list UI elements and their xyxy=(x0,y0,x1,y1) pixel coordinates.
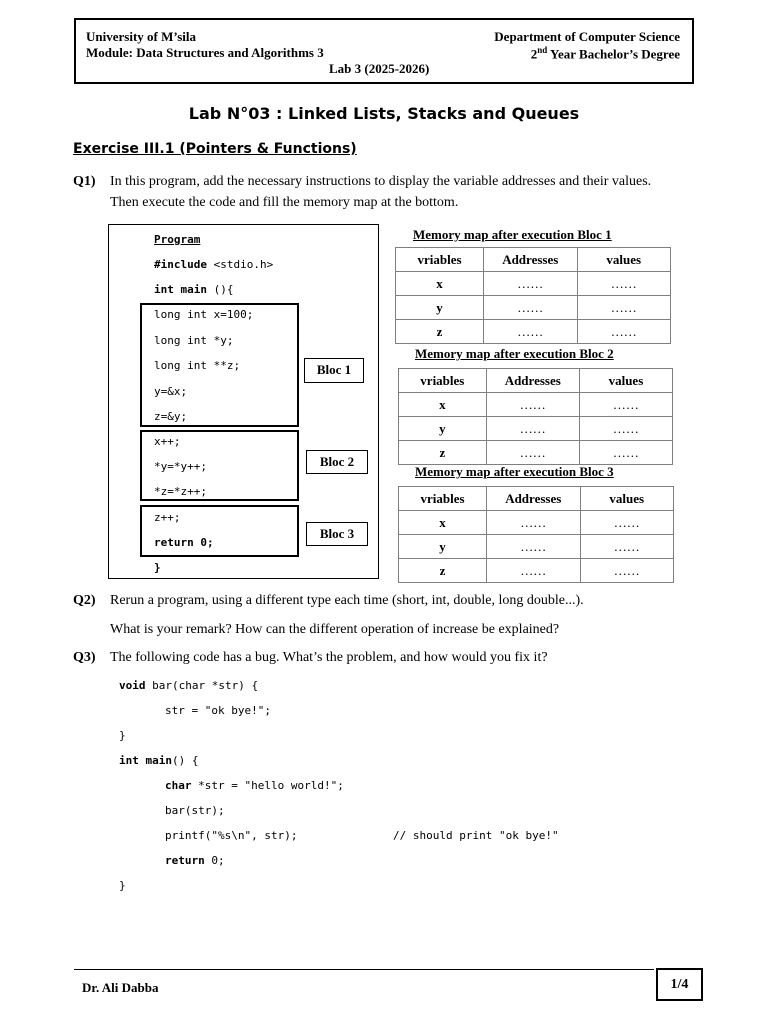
q3-label: Q3) xyxy=(73,650,96,665)
table-header-row xyxy=(399,369,673,393)
variable-cell: y xyxy=(396,296,484,320)
university-name: University of M’sila xyxy=(86,29,196,44)
address-cell: …… xyxy=(487,559,581,583)
variable-cell: z xyxy=(396,320,484,344)
main-keyword: int main xyxy=(154,283,207,296)
code-line: z=&y; xyxy=(154,410,188,423)
address-cell: …… xyxy=(484,272,578,296)
q1-text-line2: Then execute the code and fill the memory map at the bottom. xyxy=(110,195,459,210)
header-values: values xyxy=(579,369,672,393)
variable-cell: x xyxy=(396,272,484,296)
code2-main-line xyxy=(119,754,198,767)
q2-text-line2: What is your remark? How can the different operation of increase be explained? xyxy=(110,622,560,637)
code2-printf: printf("%s\n", str); xyxy=(165,829,298,842)
memory-map-1-title: Memory map after execution Bloc 1 xyxy=(413,227,612,242)
module-name: Module: Data Structures and Algorithms 3 xyxy=(86,45,324,60)
program-title: Program xyxy=(154,233,201,246)
q1-text-line1: In this program, add the necessary instructions to display the variable addresses and their values. xyxy=(110,174,652,189)
table-header-row xyxy=(396,248,671,272)
memory-map-2-title: Memory map after execution Bloc 2 xyxy=(415,346,614,361)
value-cell: …… xyxy=(580,559,674,583)
address-cell: …… xyxy=(487,511,581,535)
address-cell: …… xyxy=(484,296,578,320)
variable-cell: z xyxy=(399,559,487,583)
value-cell: …… xyxy=(577,296,671,320)
address-cell: …… xyxy=(486,393,579,417)
variable-cell: z xyxy=(399,441,487,465)
code2-comment: // should print "ok bye!" xyxy=(393,829,559,842)
table-row xyxy=(396,296,671,320)
include-target: <stdio.h> xyxy=(206,258,274,271)
value-cell: …… xyxy=(577,320,671,344)
code2-char-line xyxy=(165,779,344,792)
table-row xyxy=(399,441,673,465)
code2-void-line xyxy=(119,679,258,692)
variable-cell: y xyxy=(399,535,487,559)
bloc2-label: Bloc 2 xyxy=(306,450,368,474)
return-value: 0; xyxy=(204,854,225,867)
memory-map-3-title: Memory map after execution Bloc 3 xyxy=(415,464,614,479)
main-parens: () { xyxy=(171,754,199,767)
value-cell: …… xyxy=(580,511,674,535)
value-cell: …… xyxy=(579,393,672,417)
bar-signature: bar(char *str) { xyxy=(145,679,259,692)
table-row xyxy=(396,320,671,344)
degree-year xyxy=(531,45,680,62)
q2-text-line1: Rerun a program, using a different type each time (short, int, double, long double...). xyxy=(110,593,584,608)
int-main-keyword: int main xyxy=(119,754,172,767)
value-cell: …… xyxy=(579,441,672,465)
char-declaration: *str = "hello world!"; xyxy=(191,779,344,792)
table-row xyxy=(396,272,671,296)
code-line: long int **z; xyxy=(154,359,241,372)
header-addresses: Addresses xyxy=(484,248,578,272)
value-cell: …… xyxy=(579,417,672,441)
address-cell: …… xyxy=(484,320,578,344)
include-keyword: #include xyxy=(154,258,207,271)
return-keyword: return xyxy=(165,854,205,867)
char-keyword: char xyxy=(165,779,192,792)
main-signature: (){ xyxy=(206,283,234,296)
code-line: long int *y; xyxy=(154,334,234,347)
department-name: Department of Computer Science xyxy=(494,29,680,44)
code2-bar-call: bar(str); xyxy=(165,804,225,817)
table-row xyxy=(399,535,674,559)
code2-return-line xyxy=(165,854,225,867)
code-include xyxy=(154,258,273,271)
table-row xyxy=(399,393,673,417)
lab-label: Lab 3 (2025-2026) xyxy=(329,61,430,76)
void-keyword: void xyxy=(119,679,146,692)
degree-year-number: 2 xyxy=(530,46,538,62)
header-addresses: Addresses xyxy=(487,487,581,511)
page-number: 1/4 xyxy=(656,968,703,1001)
header-variables: vriables xyxy=(399,487,487,511)
header-values: values xyxy=(580,487,674,511)
header-variables: vriables xyxy=(396,248,484,272)
bloc3-label: Bloc 3 xyxy=(306,522,368,546)
address-cell: …… xyxy=(487,535,581,559)
value-cell: …… xyxy=(577,272,671,296)
code-line: z++; xyxy=(154,511,181,524)
code-line: return 0; xyxy=(154,536,214,549)
bloc1-label: Bloc 1 xyxy=(304,358,364,383)
address-cell: …… xyxy=(486,417,579,441)
q1-label: Q1) xyxy=(73,174,96,189)
memory-map-1-table xyxy=(395,247,671,344)
header-addresses: Addresses xyxy=(486,369,579,393)
code2-str-assign: str = "ok bye!"; xyxy=(165,704,271,717)
exercise-title: Exercise III.1 (Pointers & Functions) xyxy=(73,141,357,157)
table-row xyxy=(399,559,674,583)
code-line: x++; xyxy=(154,435,181,448)
code2-close-brace: } xyxy=(119,729,126,742)
variable-cell: x xyxy=(399,511,487,535)
table-row xyxy=(399,417,673,441)
q3-text: The following code has a bug. What’s the problem, and how would you fix it? xyxy=(110,650,548,665)
value-cell: …… xyxy=(580,535,674,559)
header-values: values xyxy=(577,248,671,272)
address-cell: …… xyxy=(486,441,579,465)
memory-map-3-table xyxy=(398,486,674,583)
code-line: y=&x; xyxy=(154,385,188,398)
code-main xyxy=(154,283,233,296)
code-line: *z=*z++; xyxy=(154,485,207,498)
footer-divider xyxy=(74,969,654,970)
code-line: long int x=100; xyxy=(154,308,254,321)
page-title: Lab N°03 : Linked Lists, Stacks and Queues xyxy=(188,104,580,123)
author-name: Dr. Ali Dabba xyxy=(82,980,159,995)
degree-year-suffix: nd xyxy=(537,45,548,55)
table-row xyxy=(399,511,674,535)
memory-map-2-table xyxy=(398,368,673,465)
code-line: } xyxy=(154,561,161,574)
variable-cell: x xyxy=(399,393,487,417)
header-variables: vriables xyxy=(399,369,487,393)
degree-year-text: Year Bachelor’s Degree xyxy=(547,46,680,62)
table-header-row xyxy=(399,487,674,511)
variable-cell: y xyxy=(399,417,487,441)
code2-close-brace: } xyxy=(119,879,126,892)
q2-label: Q2) xyxy=(73,593,96,608)
code-line: *y=*y++; xyxy=(154,460,207,473)
